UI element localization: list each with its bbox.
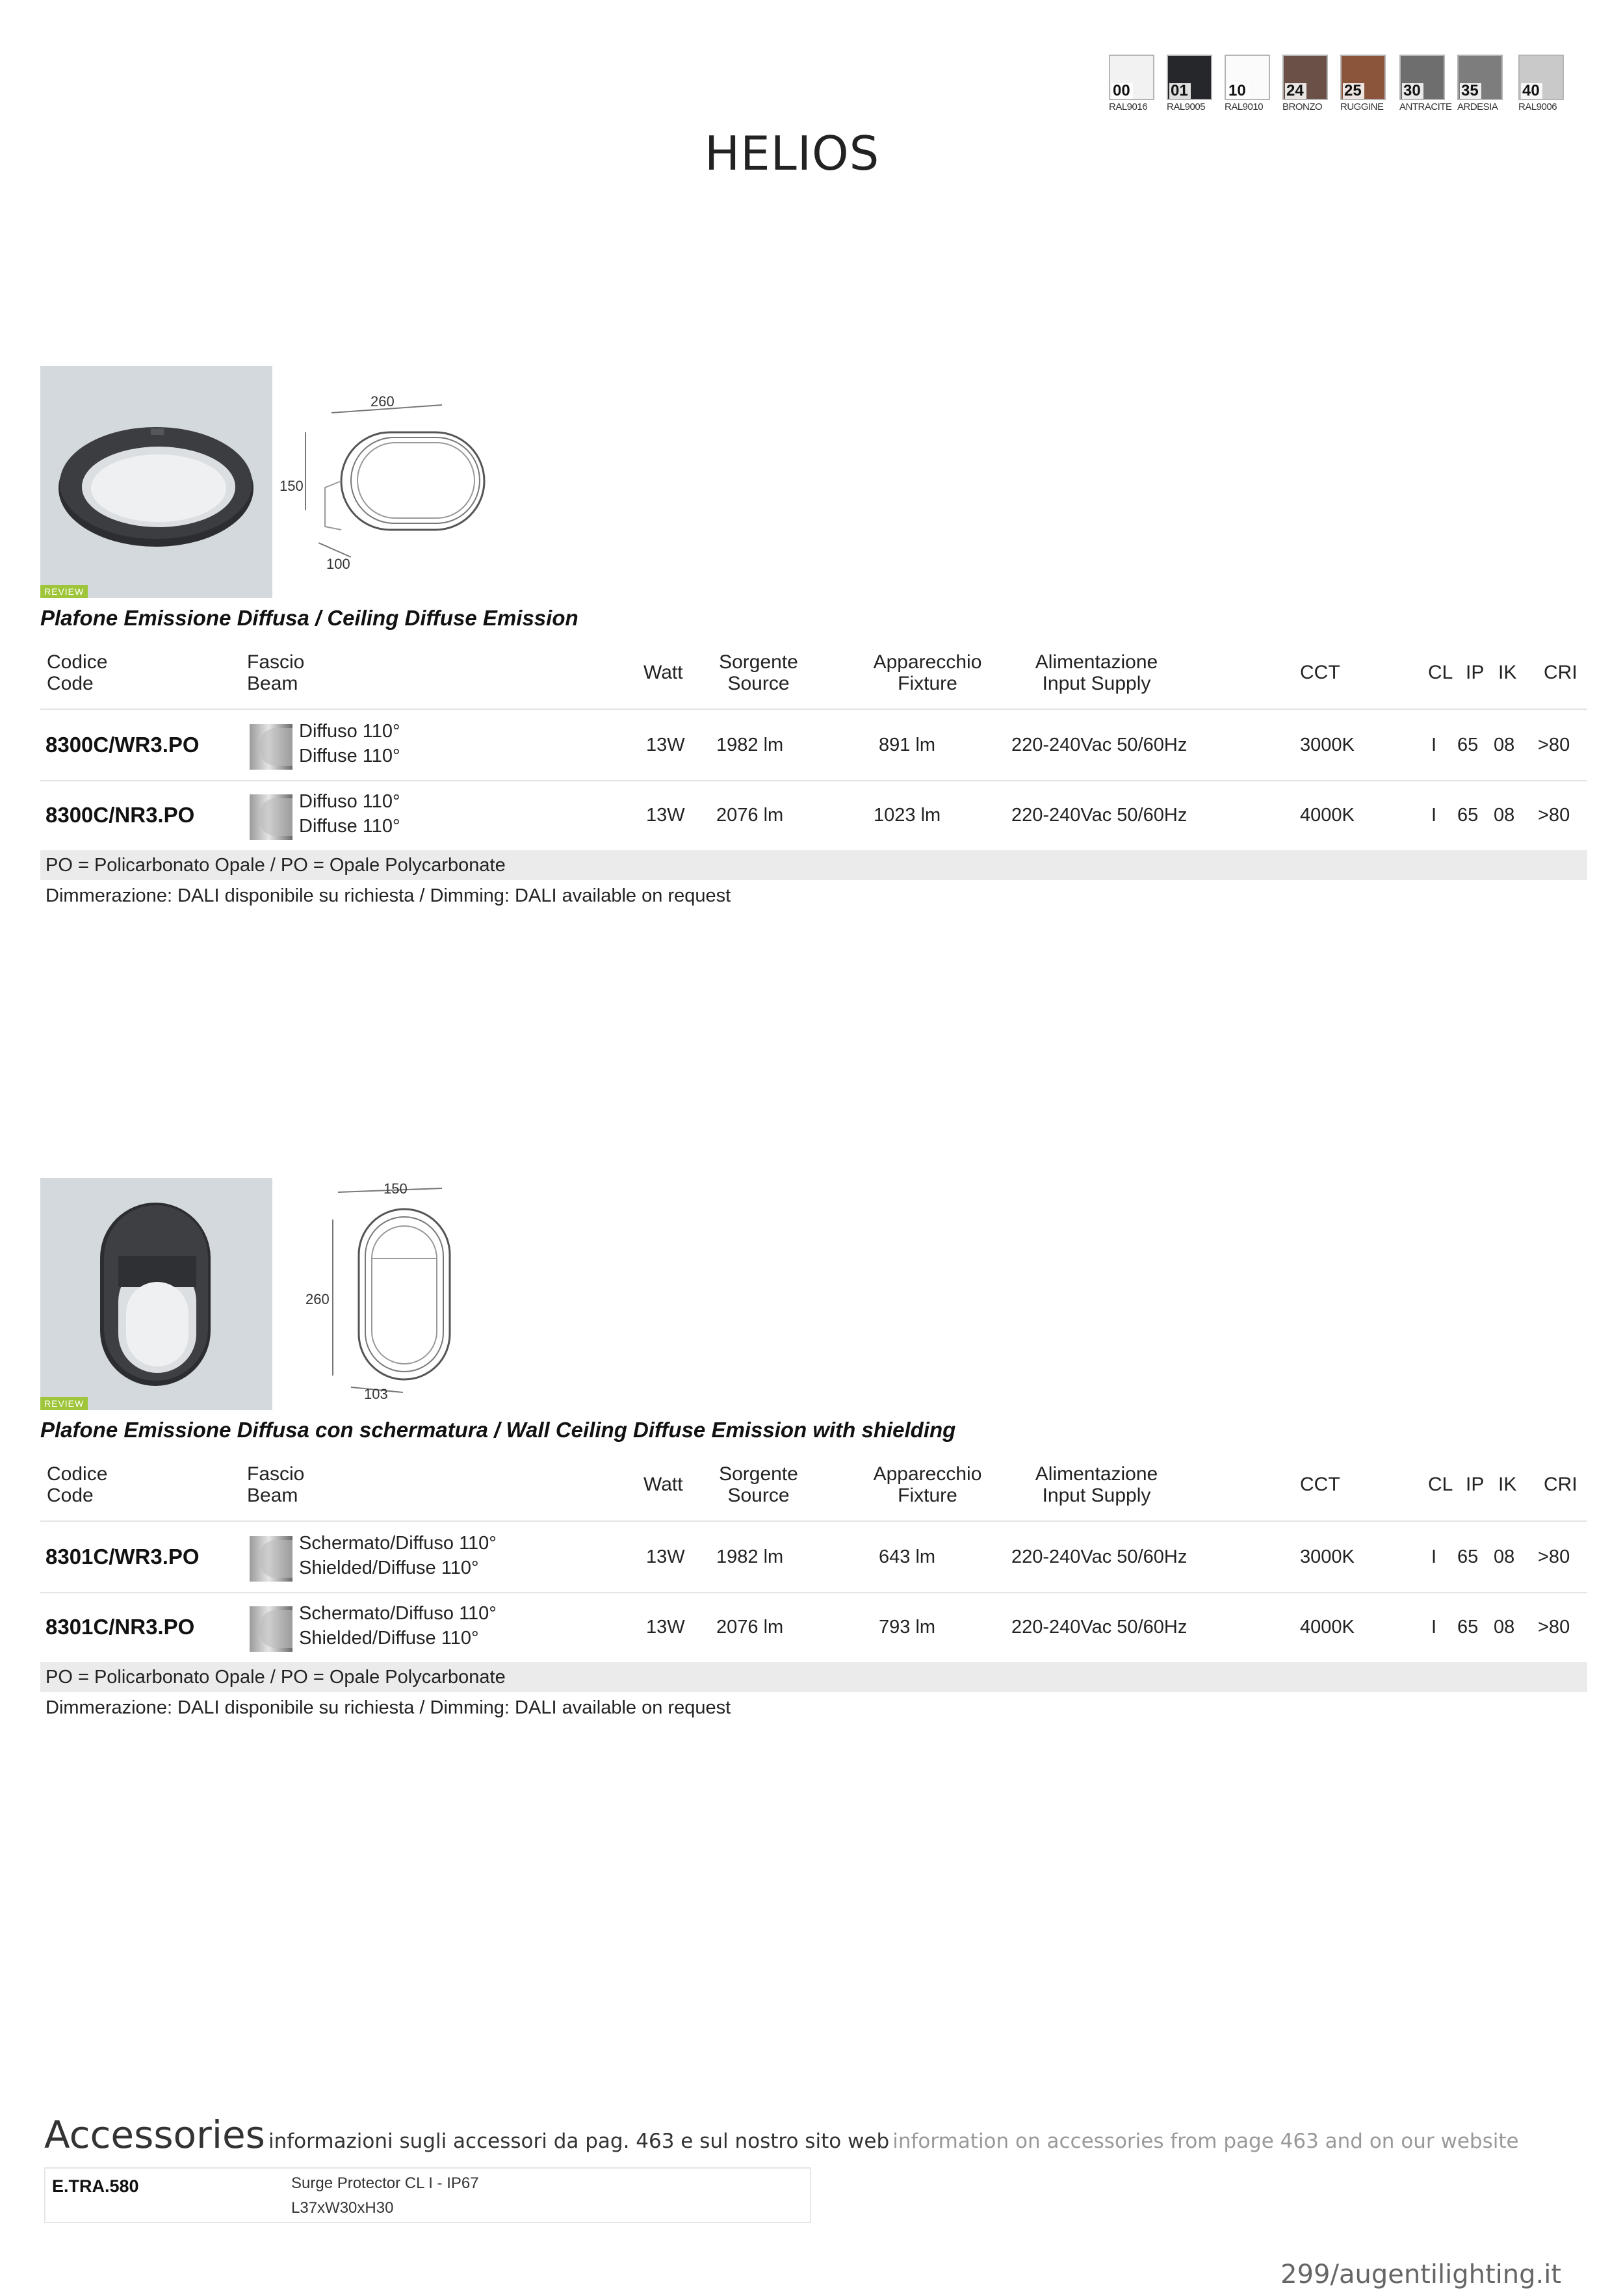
page-title: HELIOS bbox=[705, 126, 880, 181]
hdr-apparecchio: Apparecchio bbox=[873, 1463, 982, 1485]
beam-icon bbox=[250, 1606, 292, 1652]
swatch-color bbox=[1457, 55, 1503, 100]
hdr-alimentazione: Alimentazione bbox=[1035, 1463, 1158, 1485]
swatch-color bbox=[1109, 55, 1154, 100]
fixture-value: 643 lm bbox=[879, 1546, 936, 1567]
section-title: Plafone Emissione Diffusa con schermatura / Wall Ceiling Diffuse Emission with shielding bbox=[40, 1418, 956, 1442]
swatch-code: 40 bbox=[1521, 83, 1542, 99]
dimming-note: Dimmerazione: DALI disponibile su richiesta / Dimming: DALI available on request bbox=[45, 1697, 731, 1718]
accessory-desc-line1: Surge Protector CL I - IP67 bbox=[291, 2174, 479, 2192]
hdr-code: Code bbox=[47, 673, 94, 694]
page-footer: 299/augentilighting.it bbox=[1280, 2260, 1561, 2289]
swatch-01 bbox=[1167, 55, 1223, 112]
hdr-codice: Codice bbox=[47, 651, 108, 673]
product-photo bbox=[40, 1178, 272, 1410]
hdr-apparecchio: Apparecchio bbox=[873, 651, 982, 673]
hdr-beam: Beam bbox=[247, 1485, 298, 1506]
hdr-watt: Watt bbox=[643, 662, 683, 683]
hdr-fascio: Fascio bbox=[247, 1463, 305, 1485]
source-value: 1982 lm bbox=[716, 734, 784, 755]
cri-value: >80 bbox=[1538, 734, 1570, 755]
beam-icon bbox=[250, 794, 292, 840]
watt-value: 13W bbox=[646, 1616, 685, 1637]
fixture-value: 1023 lm bbox=[874, 804, 941, 826]
beam-en: Diffuse 110° bbox=[299, 746, 400, 766]
product-code: 8301C/NR3.PO bbox=[45, 1615, 195, 1639]
hdr-code: Code bbox=[47, 1485, 94, 1506]
cl-value: I bbox=[1431, 804, 1437, 826]
product-code: 8300C/WR3.PO bbox=[45, 733, 200, 757]
dimension-drawing bbox=[279, 387, 500, 582]
dim-width: 260 bbox=[370, 393, 395, 410]
beam-en: Diffuse 110° bbox=[299, 816, 400, 837]
material-note: PO = Policarbonato Opale / PO = Opale Polycarbonate bbox=[40, 1662, 1587, 1692]
cct-value: 4000K bbox=[1300, 804, 1355, 826]
swatch-10 bbox=[1225, 55, 1280, 112]
swatch-30 bbox=[1399, 55, 1455, 112]
hdr-source: Source bbox=[727, 673, 790, 694]
beam-text bbox=[299, 719, 400, 768]
accessories-info-en: information on accessories from page 463 and on our website bbox=[892, 2130, 1519, 2153]
swatch-color bbox=[1518, 55, 1564, 100]
swatch-ral: ANTRACITE bbox=[1399, 101, 1452, 112]
beam-icon bbox=[250, 1536, 292, 1582]
ip-value: 65 bbox=[1457, 1616, 1479, 1637]
swatch-color bbox=[1167, 55, 1212, 100]
swatch-code: 00 bbox=[1111, 83, 1133, 99]
hdr-cct: CCT bbox=[1300, 1474, 1340, 1495]
beam-text bbox=[299, 1531, 497, 1580]
swatch-25 bbox=[1340, 55, 1396, 112]
hdr-fascio: Fascio bbox=[247, 651, 305, 673]
swatch-ral: BRONZO bbox=[1282, 101, 1323, 112]
accessory-row bbox=[44, 2167, 811, 2223]
table-row bbox=[40, 780, 1587, 852]
accessory-code: E.TRA.580 bbox=[52, 2176, 139, 2196]
input-value: 220-240Vac 50/60Hz bbox=[1011, 804, 1188, 826]
table-row bbox=[40, 709, 1587, 781]
hdr-cl: CL bbox=[1428, 1474, 1453, 1495]
swatch-code: 30 bbox=[1402, 83, 1423, 99]
hdr-ik: IK bbox=[1498, 662, 1517, 683]
cct-value: 3000K bbox=[1300, 734, 1355, 755]
beam-icon bbox=[250, 724, 292, 770]
product-photo bbox=[40, 366, 272, 598]
cct-value: 4000K bbox=[1300, 1616, 1355, 1637]
cri-value: >80 bbox=[1538, 1616, 1570, 1637]
swatch-40 bbox=[1518, 55, 1574, 112]
ik-value: 08 bbox=[1494, 734, 1515, 755]
input-value: 220-240Vac 50/60Hz bbox=[1011, 1546, 1188, 1567]
hdr-ip: IP bbox=[1466, 662, 1485, 683]
swatch-35 bbox=[1457, 55, 1513, 112]
hdr-sorgente: Sorgente bbox=[719, 651, 798, 673]
dim-height: 260 bbox=[305, 1291, 330, 1307]
hdr-ip: IP bbox=[1466, 1474, 1485, 1495]
swatch-code: 10 bbox=[1227, 83, 1249, 99]
beam-it: Schermato/Diffuso 110° bbox=[299, 1533, 497, 1554]
ip-value: 65 bbox=[1457, 734, 1479, 755]
hdr-watt: Watt bbox=[643, 1474, 683, 1495]
table-row bbox=[40, 1520, 1587, 1593]
dimming-note: Dimmerazione: DALI disponibile su richiesta / Dimming: DALI available on request bbox=[45, 885, 731, 906]
hdr-cri: CRI bbox=[1544, 662, 1578, 683]
cri-value: >80 bbox=[1538, 804, 1570, 826]
dim-depth: 103 bbox=[364, 1386, 388, 1402]
swatch-color bbox=[1225, 55, 1270, 100]
swatch-ral: RAL9016 bbox=[1109, 101, 1148, 112]
cl-value: I bbox=[1431, 1616, 1437, 1637]
swatch-ral: ARDESIA bbox=[1457, 101, 1498, 112]
beam-en: Shielded/Diffuse 110° bbox=[299, 1628, 479, 1649]
hdr-beam: Beam bbox=[247, 673, 298, 694]
dim-depth: 100 bbox=[326, 556, 350, 572]
hdr-source: Source bbox=[727, 1485, 790, 1506]
swatch-code: 24 bbox=[1285, 83, 1306, 99]
section-title: Plafone Emissione Diffusa / Ceiling Diffuse Emission bbox=[40, 606, 578, 630]
cl-value: I bbox=[1431, 734, 1437, 755]
input-value: 220-240Vac 50/60Hz bbox=[1011, 1616, 1188, 1637]
accessories-heading bbox=[44, 2113, 1519, 2157]
ik-value: 08 bbox=[1494, 804, 1515, 826]
fixture-value: 793 lm bbox=[879, 1616, 936, 1637]
ip-value: 65 bbox=[1457, 804, 1479, 826]
hdr-cri: CRI bbox=[1544, 1474, 1578, 1495]
swatch-code: 35 bbox=[1460, 83, 1481, 99]
hdr-fixture: Fixture bbox=[898, 1485, 957, 1506]
swatch-color bbox=[1340, 55, 1386, 100]
accessories-info-it: informazioni sugli accessori da pag. 463 e sul nostro sito web bbox=[268, 2130, 890, 2153]
table-header bbox=[40, 650, 1587, 709]
beam-text bbox=[299, 789, 400, 839]
hdr-codice: Codice bbox=[47, 1463, 108, 1485]
hdr-input: Input Supply bbox=[1042, 1485, 1151, 1506]
accessory-desc-line2: L37xW30xH30 bbox=[291, 2199, 394, 2217]
input-value: 220-240Vac 50/60Hz bbox=[1011, 734, 1188, 755]
swatch-00 bbox=[1109, 55, 1165, 112]
dimension-drawing bbox=[286, 1181, 481, 1412]
review-badge: REVIEW bbox=[40, 1397, 88, 1410]
source-value: 2076 lm bbox=[716, 804, 784, 826]
fixture-value: 891 lm bbox=[879, 734, 936, 755]
beam-it: Diffuso 110° bbox=[299, 721, 400, 742]
hdr-input: Input Supply bbox=[1042, 673, 1151, 694]
beam-it: Schermato/Diffuso 110° bbox=[299, 1603, 497, 1624]
swatch-ral: RAL9006 bbox=[1518, 101, 1557, 112]
swatch-color bbox=[1399, 55, 1445, 100]
ip-value: 65 bbox=[1457, 1546, 1479, 1567]
fixture-vertical-image bbox=[40, 1178, 272, 1410]
hdr-cct: CCT bbox=[1300, 662, 1340, 683]
source-value: 2076 lm bbox=[716, 1616, 784, 1637]
material-note: PO = Policarbonato Opale / PO = Opale Polycarbonate bbox=[40, 850, 1587, 880]
hdr-ik: IK bbox=[1498, 1474, 1517, 1495]
table-header bbox=[40, 1462, 1587, 1520]
watt-value: 13W bbox=[646, 734, 685, 755]
watt-value: 13W bbox=[646, 1546, 685, 1567]
watt-value: 13W bbox=[646, 804, 685, 826]
hdr-fixture: Fixture bbox=[898, 673, 957, 694]
fixture-horizontal-image bbox=[40, 366, 272, 598]
hdr-alimentazione: Alimentazione bbox=[1035, 651, 1158, 673]
accessory-desc bbox=[291, 2171, 479, 2221]
swatch-ral: RAL9010 bbox=[1225, 101, 1264, 112]
ik-value: 08 bbox=[1494, 1616, 1515, 1637]
table-row bbox=[40, 1592, 1587, 1663]
dim-height: 150 bbox=[279, 478, 304, 494]
ik-value: 08 bbox=[1494, 1546, 1515, 1567]
hdr-sorgente: Sorgente bbox=[719, 1463, 798, 1485]
cct-value: 3000K bbox=[1300, 1546, 1355, 1567]
cl-value: I bbox=[1431, 1546, 1437, 1567]
swatch-code: 01 bbox=[1169, 83, 1191, 99]
swatch-ral: RAL9005 bbox=[1167, 101, 1206, 112]
product-code: 8300C/NR3.PO bbox=[45, 803, 195, 827]
beam-text bbox=[299, 1601, 497, 1650]
beam-it: Diffuso 110° bbox=[299, 791, 400, 812]
swatch-ral: RUGGINE bbox=[1340, 101, 1384, 112]
accessories-title: Accessories bbox=[44, 2113, 265, 2157]
swatch-color bbox=[1282, 55, 1328, 100]
cri-value: >80 bbox=[1538, 1546, 1570, 1567]
beam-en: Shielded/Diffuse 110° bbox=[299, 1558, 479, 1578]
swatch-24 bbox=[1282, 55, 1338, 112]
review-badge: REVIEW bbox=[40, 585, 88, 598]
hdr-cl: CL bbox=[1428, 662, 1453, 683]
swatch-code: 25 bbox=[1343, 83, 1364, 99]
source-value: 1982 lm bbox=[716, 1546, 784, 1567]
product-code: 8301C/WR3.PO bbox=[45, 1545, 200, 1569]
dim-width: 150 bbox=[383, 1181, 408, 1197]
